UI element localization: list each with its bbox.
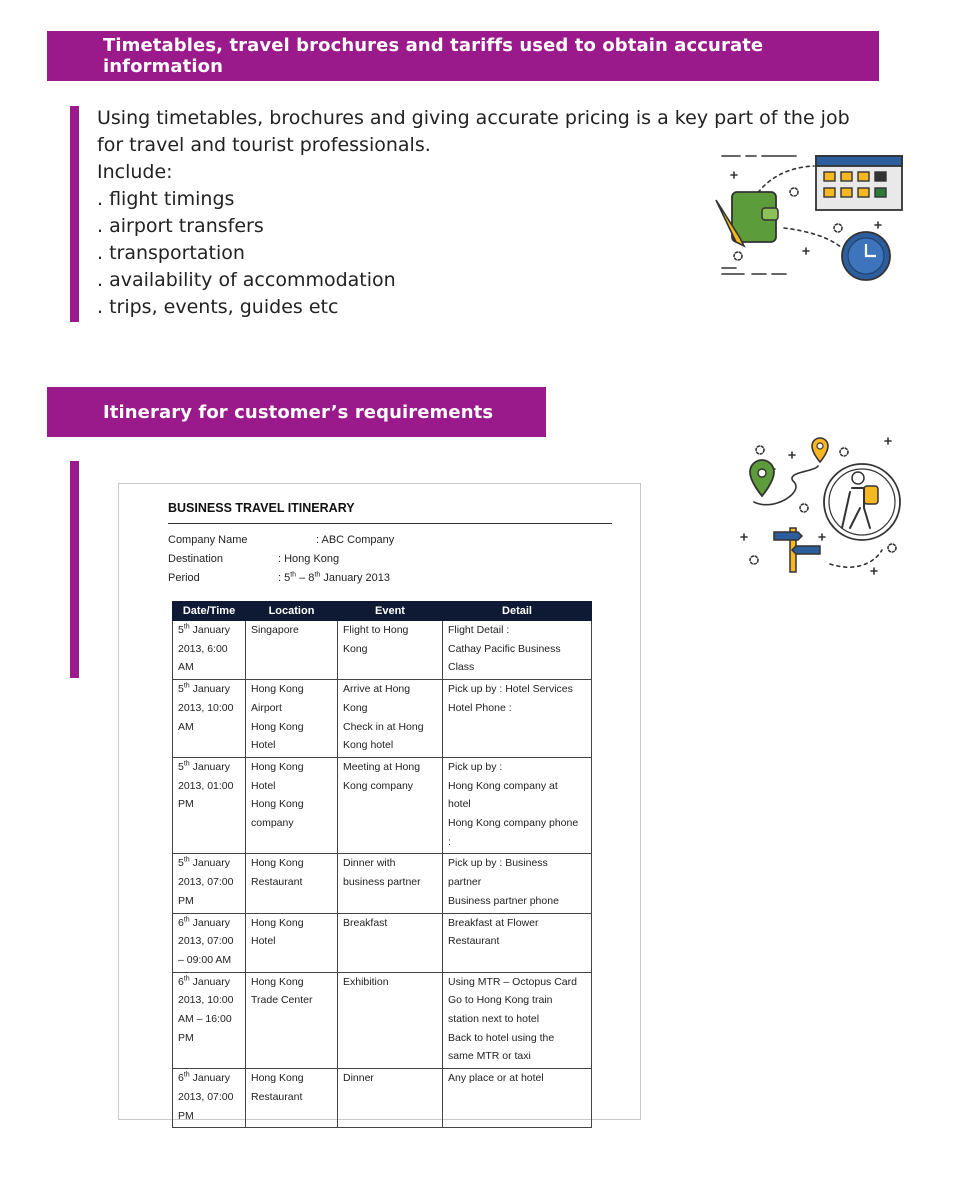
cell-line: Go to Hong Kong train — [448, 994, 553, 1007]
cell-line: Cathay Pacific Business — [448, 642, 561, 655]
cell-line: same MTR or taxi — [448, 1050, 531, 1063]
cell-line: 5th January — [178, 856, 230, 870]
itinerary-title: BUSINESS TRAVEL ITINERARY — [168, 501, 355, 515]
table-cell-event — [338, 680, 443, 758]
accent-bar — [70, 461, 79, 678]
cell-line: PM — [178, 894, 194, 907]
column-header: Event — [338, 602, 443, 621]
cell-line: 6th January — [178, 916, 230, 929]
cell-line: 2013, 07:00 — [178, 1090, 234, 1103]
table-cell-event — [338, 1069, 443, 1128]
cell-line: Breakfast at Flower — [448, 916, 539, 929]
table-cell-detail — [443, 913, 592, 972]
cell-line: Pick up by : Business — [448, 857, 548, 870]
cell-line: Hong Kong — [251, 760, 304, 773]
table-header-row — [173, 602, 592, 621]
cell-line: Arrive at Hong — [343, 683, 411, 696]
cell-line: Restaurant — [251, 876, 303, 889]
table-row — [173, 1069, 592, 1128]
cell-line: company — [251, 817, 294, 830]
list-item: . airport transfers — [97, 215, 264, 237]
table-row — [173, 854, 592, 913]
intro-paragraph: Using timetables, brochures and giving accurate pricing is a key part of the job for travel and tourist professionals. — [97, 107, 850, 156]
table-cell-location — [246, 621, 338, 680]
cell-line: Pick up by : — [448, 760, 503, 773]
cell-line: Pick up by : Hotel Services — [448, 683, 573, 696]
cell-line: 6th January — [178, 1071, 230, 1085]
cell-line: Hong Kong — [251, 720, 304, 733]
destination-label: Destination — [168, 553, 224, 565]
cell-line: Any place or at hotel — [448, 1072, 544, 1085]
table-cell-date — [173, 913, 246, 972]
list-item: . trips, events, guides etc — [97, 296, 339, 318]
cell-line: Back to hotel using the — [448, 1031, 555, 1044]
list-item: . transportation — [97, 242, 245, 264]
cell-line: Check in at Hong — [343, 720, 424, 733]
section-banner-itinerary — [47, 387, 546, 437]
table-row — [173, 680, 592, 758]
divider — [168, 523, 612, 524]
cell-line: – 09:00 AM — [178, 953, 232, 966]
company-name-row — [168, 534, 395, 546]
table-cell-location — [246, 1069, 338, 1128]
cell-line: 5th January — [178, 623, 230, 636]
cell-line: Business partner phone — [448, 894, 559, 907]
cell-line: Restaurant — [251, 1090, 303, 1103]
period-row — [168, 571, 390, 584]
table-cell-location — [246, 854, 338, 913]
list-item: . availability of accommodation — [97, 269, 396, 291]
hiker-route-illustration-icon — [734, 432, 906, 577]
cell-line: Hong Kong — [251, 1072, 304, 1085]
section-title: Timetables, travel brochures and tariffs used to obtain accurate information — [103, 35, 764, 77]
cell-line: Class — [448, 661, 475, 674]
period-label: Period — [168, 572, 200, 584]
cell-line: Trade Center — [251, 994, 313, 1007]
table-cell-date — [173, 680, 246, 758]
cell-line: AM — [178, 661, 194, 674]
cell-line: PM — [178, 1031, 194, 1044]
table-cell-detail — [443, 972, 592, 1069]
cell-line: Dinner — [343, 1072, 374, 1085]
destination-value: : Hong Kong — [278, 553, 340, 565]
schedule-illustration-icon — [714, 148, 906, 284]
business-travel-itinerary-document — [118, 483, 641, 1120]
cell-line: Hotel — [251, 779, 276, 792]
table-cell-location — [246, 680, 338, 758]
cell-line: Flight Detail : — [448, 624, 510, 636]
table-cell-location — [246, 913, 338, 972]
table-cell-event — [338, 757, 443, 854]
cell-line: station next to hotel — [448, 1013, 540, 1026]
table-cell-date — [173, 854, 246, 913]
cell-line: partner — [448, 876, 482, 889]
cell-line: Hotel — [251, 935, 276, 948]
cell-line: Hotel — [251, 739, 276, 752]
cell-line: business partner — [343, 876, 421, 889]
cell-line: Hong Kong — [251, 798, 304, 811]
column-header: Detail — [443, 602, 592, 621]
table-cell-detail — [443, 680, 592, 758]
cell-line: Hong Kong company phone — [448, 817, 579, 830]
cell-line: Meeting at Hong — [343, 760, 421, 773]
cell-line: PM — [178, 1109, 194, 1122]
cell-line: Using MTR – Octopus Card — [448, 975, 577, 988]
cell-line: Hong Kong — [251, 975, 304, 988]
itinerary-table-body — [173, 621, 592, 1128]
table-cell-event — [338, 854, 443, 913]
cell-line: 5th January — [178, 682, 230, 696]
table-cell-date — [173, 621, 246, 680]
cell-line: 2013, 01:00 — [178, 779, 234, 792]
list-item: . flight timings — [97, 188, 235, 210]
cell-line: Breakfast — [343, 916, 388, 929]
company-label: Company Name — [168, 534, 248, 546]
table-cell-date — [173, 757, 246, 854]
cell-line: Singapore — [251, 624, 299, 636]
cell-line: 2013, 07:00 — [178, 935, 234, 948]
cell-line: Hong Kong — [251, 857, 304, 870]
period-value: : 5th – 8th January 2013 — [278, 571, 390, 584]
cell-line: Hong Kong — [251, 916, 304, 929]
section-title: Itinerary for customer’s requirements — [103, 401, 494, 423]
cell-line: Kong — [343, 642, 368, 655]
table-cell-date — [173, 972, 246, 1069]
cell-line: Airport — [251, 701, 282, 714]
company-value: : ABC Company — [316, 534, 395, 546]
table-cell-event — [338, 972, 443, 1069]
itinerary-table — [172, 601, 592, 1128]
table-cell-event — [338, 621, 443, 680]
column-header: Location — [246, 602, 338, 621]
cell-line: PM — [178, 798, 194, 811]
section-banner-timetables — [47, 31, 879, 81]
table-cell-date — [173, 1069, 246, 1128]
cell-line: 2013, 6:00 — [178, 642, 228, 655]
cell-line: Dinner with — [343, 857, 396, 870]
accent-bar — [70, 106, 79, 322]
cell-line: Hotel Phone : — [448, 701, 512, 714]
include-label: Include: — [97, 161, 173, 183]
cell-line: Kong — [343, 701, 368, 714]
cell-line: hotel — [448, 798, 471, 811]
cell-line: Hong Kong — [251, 683, 304, 696]
table-cell-detail — [443, 621, 592, 680]
table-cell-detail — [443, 757, 592, 854]
table-row — [173, 621, 592, 680]
destination-row — [168, 553, 340, 565]
cell-line: Kong company — [343, 779, 414, 792]
cell-line: 6th January — [178, 975, 230, 988]
cell-line: Hong Kong company at — [448, 779, 558, 792]
cell-line: 2013, 10:00 — [178, 701, 234, 714]
table-cell-detail — [443, 1069, 592, 1128]
cell-line: Kong hotel — [343, 739, 394, 752]
table-row — [173, 757, 592, 854]
cell-line: Exhibition — [343, 975, 389, 988]
cell-line: Flight to Hong — [343, 624, 409, 636]
cell-line: 2013, 07:00 — [178, 876, 234, 889]
table-cell-location — [246, 757, 338, 854]
column-header: Date/Time — [173, 602, 246, 621]
table-cell-detail — [443, 854, 592, 913]
cell-line: : — [448, 835, 451, 848]
table-row — [173, 913, 592, 972]
cell-line: AM — [178, 720, 194, 733]
cell-line: Restaurant — [448, 935, 500, 948]
table-cell-location — [246, 972, 338, 1069]
cell-line: 2013, 10:00 — [178, 994, 234, 1007]
table-cell-event — [338, 913, 443, 972]
table-row — [173, 972, 592, 1069]
cell-line: AM – 16:00 — [178, 1013, 232, 1026]
cell-line: 5th January — [178, 760, 230, 773]
